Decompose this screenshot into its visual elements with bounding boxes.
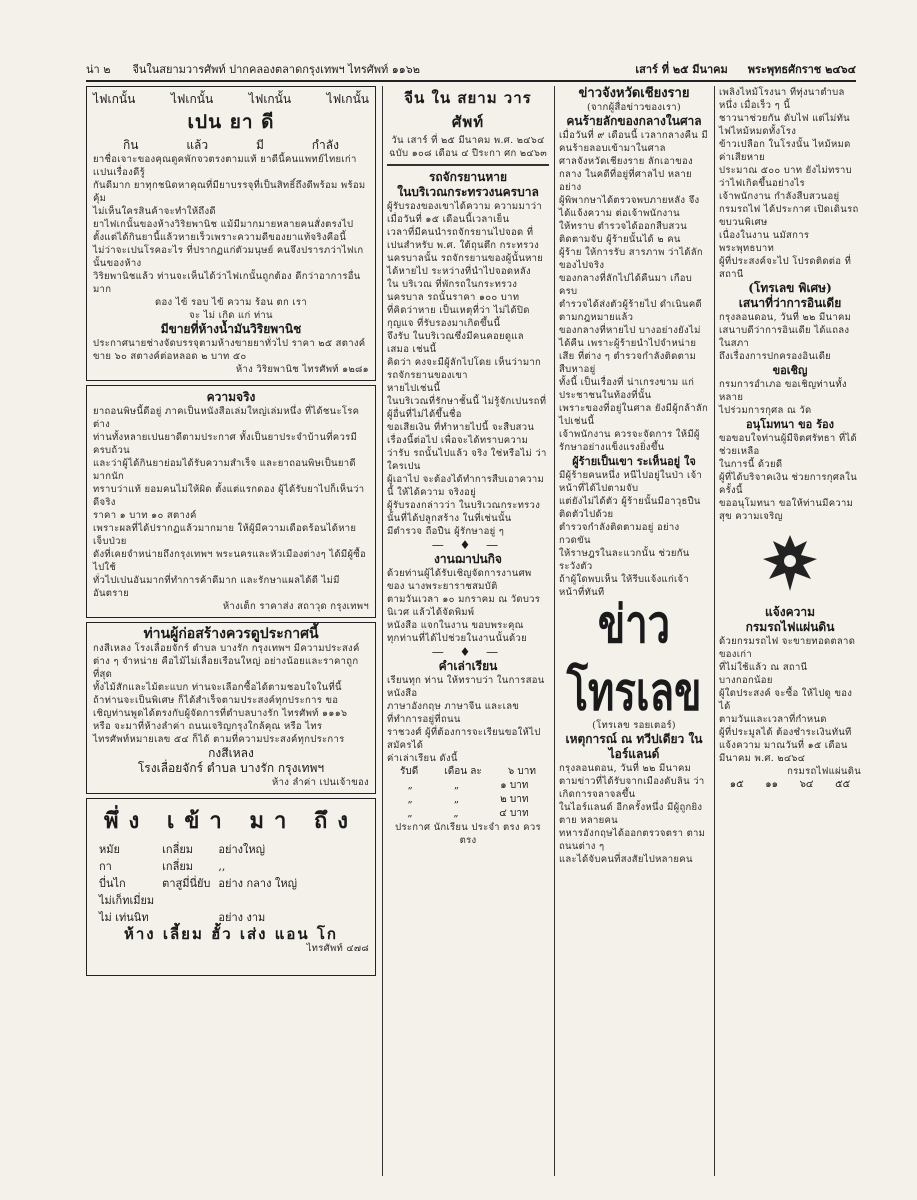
table-row [99,893,303,908]
footer-line: ประกาศ นักเรียน ประจำ ตรง ควรตรง [395,822,541,846]
page-number: น่า ๒ [86,63,111,76]
product-cell [162,893,216,908]
table-row [99,842,303,857]
emblem-caption: แจ้งความ [764,605,816,619]
brand-label: ไฟเกนั้น [326,92,369,106]
price-cell: ๒ บาท [500,794,529,805]
brand-label: ไฟเกนั้น [170,92,214,106]
medicine-advertisement: ไฟเกนั้น ไฟเกนั้น ไฟเกนั้น ไฟเกนั้น เปน ยา ดี กิน แล้ว มี กำลัง ยาชื่อเจาะของคุณดูคพักจวตรงตามแท้ ยาดีนี้คนแพทย์ไทยเก่าเเปนเรื่องดีรู้ กันดีมาก ยาทุกชนิดหาคุณที่มียาบรรจุที่เป็นสิทธิ์ถึงดีพร้อม พร้อมคุ้ม ไม่เห็นใครสินค้าจะทำให้ถึงดี ยาไฟเกนั้นของห้างวิริยพานิช แม้มีมากมายหลายคนสั่งตรงไป ตั้งแต่ได้กินยานี้แล้วหายเร็วเพราะความดีของยาแท้จริงคือนี้ ไม่ว่าจะเปนโรคอะไร ที่ปรากฏแก่ตัวมนุษย์ คนจึงปรารภว่าไฟเกนั้นของห้าง วิริยพานิชแล้ว ท่านจะเห็นได้ว่าไฟเกนั้นถูกต้อง ดีกว่าอาการอื่นมาก ดอง ไข้ รอบ ไข้ ความ ร้อน ตก เรา จะ ไม่ เกิด แก่ ท่าน มีขายที่ห้างน้ำมันวิริยพานิช ประกาศนายช่างจัดบรรจุตามห้างขายยาทั่วไป ราคา ๒๕ สตางค์ ขาย ๖๐ สตางค์ต่อหลอด ๒ บาท ๕๐ ห้าง วิริยพานิช ไทรศัพท์ ๑๒๘๑ [86,86,376,381]
slogan-word: ถึง [313,808,359,834]
shop-name: ห้าง เลี้ยม ฮั้ว เส่ง แอน โก [124,925,338,943]
notice-signature: กงสีเหลง [208,746,254,760]
article-byline: ห้างเต็ก ราคาส่ง สถาวุด กรุงเทพฯ [222,601,369,612]
builders-notice: ท่านผู้ก่อสร้างควรดูประกาศนี้ กงสีเหลง โรงเลื่อยจักร์ ตำบล บางรัก กรุงเทพฯ มีความประสงค์ ต่าง ๆ จำหน่าย คือไม้ไม่เลื่อยเรือนใหญ่ อย่างน้อยและราคาถูกที่สุด ทั้งไม้สักและไม้ตะแบก ท่านจะเลือกซื้อได้ตามชอบใจในที่นี้ ถ้าท่านจะเป็นพิเศษ ก็ได้สำเร็จตามประสงค์ทุกประการ ขอ เชิญท่านพูดได้ตรงกับผู้จัดการที่ตำบลบางรัก ไทรศัพท์ ๑๑๑๖ หรือ จะมาที่ห้างลำค่า ถนนเจริญกรุงใกล้คุณ หรือ ไทร ไทรศัพท์หมายเลข ๕๔ ก็ได้ ตามที่ความประสงค์ทุกประการ กงสีเหลง โรงเลื่อยจักร์ ตำบล บางรัก กรุงเทพฯ ห้าง ลำค่า เปนเจ้าของ [86,622,376,794]
price-cell: „ [453,808,459,819]
footer-numbers [719,778,861,792]
emblem-subcaption: กรมรถไฟแผ่นดิน [745,620,835,634]
product-cell: อย่าง กลาง ใหญ่ [218,877,297,890]
price-row [387,807,549,821]
product-cell: เกลี่ยม [162,843,194,856]
seller-line: มีขายที่ห้างน้ำมันวิริยพานิช [160,322,302,336]
column-2: จีน ใน สยาม วาร ศัพท์ วัน เสาร์ ที่ ๒๕ มีนาคม พ.ศ. ๒๔๖๔ ฉบับ ๑๐๘ เดือน ๔ ปีระกา ศก ๒๔๖๓ รถจักรยานหาย ในบริเวณกระทรวงนครบาล ผู้รับรองของเขาได้ความ ความมาว่า เมื่อวันที่ ๑๕ เดือนนี้เวลาเย็น เวลาที่มีคนนำรถจักรยานไปจอด ที่เปนสำหรับ พ.ศ. ใต้ถุนตึก กระทรวง นครบาลนั้น รถจักรยานของผู้นั้นหาย ได้หายไป ระหว่างที่นำไปจอดหลัง ใน บริเวณ ที่พักรถในกระทรวงนครบาล รถนั้นราคา ๑๐๐ บาท ที่คิดว่าหาย เป็นเหตุที่ว่า ไม่ได้ปิดกุญแจ ที่รับรองมาเกิดขึ้นนี้ จึงรับ ในบริเวณซึ่งมีคนคอยดูแล เสมอ เช่นนี้ คิดว่า คงจะมีผู้ลักไปโดย เห็นว่ามาก รถจักรยานของเขา หายไปเช่นนี้ ในบริเวณที่รักษาชั้นนี้ ไม่รู้จักเปนรถที่ผู้อื่นที่ไม่ได้ขึ้นชื่อ ขอเสียเงิน ที่ทำหายไปนี้ จะสืบสวน เรื่องนี้ต่อไป เพื่อจะได้ทราบความ ว่ารับ รถนั้นไปแล้ว จริง ใช่หรือไม่ ว่าใครเปน ผู้เอาไป จะต้องได้ทำการสืบเอาความนี้ ให้ได้ความ จริงอยู่ ผู้รับรองกล่าวว่า ในบริเวณกระทรวงนั้นที่ได้ปลูกสร้าง ในที่เช่นนั้น มีตำรวจ ถือปืน ผู้รักษาอยู่ ๆ — ♦ — งานฌาปนกิจ ด้วยท่านผู้ได้รับเชิญจัดการงานศพของ นางพระยาราชสมบัติ ตามวันเวลา ๑๐ มกราคม ณ วัดบวรนิเวศ แล้วได้จัดพิมพ์ หนังสือ แจกในงาน ขอบพระคุณ ทุกท่านที่ได้ไปช่วยในงานนั้นด้วย — ♦ — คำเล่าเรียน เรียนทุก ท่าน ให้ทราบว่า ในการสอนหนังสือ ภาษาอังกฤษ ภาษาจีน และเลข ที่ทำการอยู่ที่ถนน ราชวงศ์ ผู้ที่ต้องการจะเรียนขอให้ไปสมัครได้ ค่าเล่าเรียน ดังนี้ รับดี เดือน ละ ๖ บาท „ „ ๑ บาท „ „ ๒ บาท „ „ ๔ บาท ประกาศ นักเรียน ประจำ ตรง ควรตรง [382,86,549,1176]
telegram-dateline: กรุงลอนดอน, วันที่ ๒๒ มีนาคม [559,763,692,774]
notice-factory: โรงเลื่อยจักร์ ตำบล บางรัก กรุงเทพฯ [137,761,325,775]
headline: ข่าวจังหวัดเชียงราย [578,86,690,101]
product-cell: ไม่เก็ทเมี่ยม [99,894,155,907]
subheadline: ในบริเวณกระทรวงนครบาล [397,185,539,199]
price-cell: ๔ บาท [499,808,529,819]
slogan-word: เข้า [166,808,232,834]
price-cell: „ [407,808,413,819]
product-cell [218,893,303,908]
running-header [86,58,856,82]
telegram-subhead: เหตุการณ์ ณ ทวีปเดียว ในไอร์แลนด์ [565,732,703,761]
section-heading: เสนาที่ว่าการอินเดีย [738,296,842,310]
table-row [99,859,303,874]
table-row [99,876,303,891]
product-table [97,840,305,927]
shop-phone: ไทรศัพท์ ๔๗๘ [306,943,369,954]
signature: กรมรถไฟแผ่นดิน [787,766,861,777]
article-title: ความจริง [206,390,256,404]
ad-tagline-word: มี [255,138,264,152]
slogan-word: พึ่ง [103,808,150,834]
product-cell: กา [99,860,112,873]
section-heading: อนุโมทนา ขอ ร้อง [746,418,834,431]
paper-title: จีนในสยามวารศัพท์ ปากคลองตลาดกรุงเทพฯ ไทรศัพท์ ๑๑๖๒ [132,63,420,76]
product-cell: เกลี่ยม [162,860,194,873]
notice-title: ท่านผู้ก่อสร้างควรดูประกาศนี้ [143,626,319,642]
table-row [99,910,303,925]
garuda-emblem-icon [755,529,825,599]
issue-date: เสาร์ ที่ ๒๕ มีนาคม [635,63,728,76]
price-cell: „ [407,794,413,805]
telegram-source: (โทรเลข รอยเตอร์) [592,720,676,731]
column-4: เพลิงไหม้โรงนา ที่ทุ่งนาตำบลหนึ่ง เมื่อเร็ว ๆ นี้ ชาวนาช่วยกัน ดับไฟ แต่ไม่ทัน ไฟไหม้หมดทั้งโรง ข้าวเปลือก ในโรงนั้น ไหม้หมด ค่าเสียหาย ประมาณ ๕๐๐ บาท ยังไม่ทราบว่าไฟเกิดขึ้นอย่างไร เจ้าพนักงาน กำลังสืบสวนอยู่ กรมรถไฟ ได้ประกาศ เปิดเดินรถ ขบวนพิเศษ เนื่องในงาน นมัสการพระพุทธบาท ผู้ที่ประสงค์จะไป โปรดติดต่อ ที่สถานี (โทรเลข พิเศษ) เสนาที่ว่าการอินเดีย กรุงลอนดอน, วันที่ ๒๒ มีนาคม เสนาบดีว่าการอินเดีย ได้แถลงในสภา ถึงเรื่องการปกครองอินเดีย ขอเชิญ กรมการอำเภอ ขอเชิญท่านทั้งหลาย ไปร่วมการกุศล ณ วัด อนุโมทนา ขอ ร้อง ขอขอบใจท่านผู้มีจิตศรัทธา ที่ได้ช่วยเหลือ ในการนี้ ด้วยดี ผู้ที่ได้บริจาคเงิน ช่วยการกุศลในครั้งนี้ ขออนุโมทนา ขอให้ท่านมีความสุข ความเจริญ แจ้งความ กรมรถไฟแผ่นดิน ด้วยกรมรถไฟ จะขายทอดตลาด ของเก่า ที่ไม่ใช้แล้ว ณ สถานี บางกอกน้อย ผู้ใดประสงค์ จะซื้อ ให้ไปดู ของได้ ตามวันและเวลาที่กำหนด ผู้ที่ประมูลได้ ต้องชำระเงินทันที แจ้งความ มาณวันที่ ๑๕ เดือนมีนาคม พ.ศ. ๒๔๖๔ กรมรถไฟแผ่นดิน ๑๕ ๑๑ ๖๔ ๕๕ [714,86,861,1176]
slogan-word: มา [249,808,297,834]
ad-headline: เปน ยา ดี [187,111,275,133]
issue-line-2: ฉบับ ๑๐๘ เดือน ๔ ปีระกา ศก ๒๔๖๓ [388,148,548,159]
newspaper-page [86,58,861,1176]
price-cell: ๑ บาท [500,780,529,791]
footer-number: ๑๑ [765,779,778,790]
masthead: จีน ใน สยาม วาร ศัพท์ [404,89,532,131]
subheadline: คนร้ายลักของกลางในศาล [566,114,702,128]
section-heading: (โทรเลข พิเศษ) [748,281,832,295]
issue-line: วัน เสาร์ ที่ ๒๕ มีนาคม พ.ศ. ๒๔๖๔ [391,135,545,146]
brand-label: ไฟเกนั้น [93,92,136,106]
shop-advertisement [86,798,376,976]
product-cell: หมัย [99,843,120,856]
product-cell: อย่างใหญ่ [218,843,266,856]
product-cell [162,910,216,925]
notice-branch: ห้าง ลำค่า เปนเจ้าของ [272,777,369,788]
price-row [387,779,549,793]
product-cell: อย่าง งาม [218,911,266,924]
article-truth: ความจริง ยาถอนพิษนี้ดีอยู่ ภาคเป็นหนังสือเล่มใหญ่เล่มหนึ่ง ที่ได้ชนะโรคต่าง ท่านทั้งหลายเปนยาดีตามประกาศ ทั้งเป็นยาประจำบ้านที่ควรมีครบถ้วน และว่าผู้ได้กินยาย่อมได้รับความสำเร็จ และยาถอนพิษเป็นยาดีมากนัก ทราบว่าแท้ ยอมคนไม่ให้ผิด ตั้งแต่แรกดอง ผู้ได้รับยาไปก็เห็นว่าดีจริง ราคา ๑ บาท ๑๐ สตางค์ เพราะผลที่ได้ปรากฏแล้วมากมาย ให้ผู้มีความเดือดร้อนได้หายเจ็บป่วย ดังที่เคยจำหน่ายถึงกรุงเทพฯ พระนครและหัวเมืองต่างๆ ได้มีผู้ซื้อไปใช้ ทั่วไปเปนอันมากที่ทำการค้าดีมาก และรักษาแผลได้ดี ไม่มีอันตราย ห้างเต็ก ราคาส่ง สถาวุด กรุงเทพฯ [86,385,376,618]
price-cell: ๖ บาท [507,766,536,777]
footer-number: ๕๕ [835,779,851,790]
ad-tagline-word: กำลัง [311,138,339,152]
notice-title: คำเล่าเรียน [438,659,498,673]
section-title: งานฌาปนกิจ [434,552,502,566]
product-cell: ไม่ เท่นนิท [99,911,149,924]
ad-tagline-word: กิน [123,138,139,152]
price-cell: เดือน ละ [444,766,482,777]
price-row [387,793,549,807]
section-heading: ขอเชิญ [772,364,808,377]
product-cell: บี่นไก [99,877,126,890]
brand-label: ไฟเกนั้น [248,92,292,106]
product-cell: ,, [218,860,226,873]
product-cell: ตาสูมี่นี่ยับ [162,877,211,890]
footer-number: ๖๔ [799,779,814,790]
source-line: (จากผู้สื่อข่าวของเรา) [587,102,681,113]
price-row [387,765,549,779]
price-cell: รับดี [400,766,419,777]
telegram-title: ข่าวโทรเลข [566,594,702,723]
footer-number: ๑๕ [729,779,744,790]
price-cell: „ [453,794,460,805]
section-title: ผู้ร้ายเป็นเขา ระเห็นอยู่ ใจ [572,455,696,468]
price-cell: „ [453,780,460,791]
ad-tagline-word: แล้ว [186,138,209,152]
buddhist-era: พระพุทธศักราช ๒๔๖๔ [747,63,856,76]
column-1 [86,86,376,1176]
price-cell: „ [407,780,413,791]
column-3: ข่าวจังหวัดเชียงราย (จากผู้สื่อข่าวของเรา) คนร้ายลักของกลางในศาล เมื่อวันที่ ๙ เดือนนี้ เวลากลางคืน มีคนร้ายลอบเข้ามาในศาล ศาลจังหวัดเชียงราย ลักเอาของกลาง ในคดีที่อยู่ที่ศาลไป หลายอย่าง ผู้พิพากษาได้ตรวจพบภายหลัง จึงได้แจ้งความ ต่อเจ้าพนักงาน ให้ทราบ ตำรวจได้ออกสืบสวน ติดตามจับ ผู้ร้ายนั้นได้ ๒ คน ผู้ร้าย ให้การรับ สารภาพ ว่าได้ลักของไปจริง ของกลางที่ลักไปได้คืนมา เกือบครบ ตำรวจได้ส่งตัวผู้ร้ายไป ดำเนินคดี ตามกฎหมายแล้ว ของกลางที่หายไป บางอย่างยังไม่ได้คืน เพราะผู้ร้ายนำไปจำหน่าย เสีย ที่ต่าง ๆ ตำรวจกำลังติดตามสืบหาอยู่ ทั้งนี้ เป็นเรื่องที่ น่าเกรงขาม แก่ประชาชนในท้องที่นั้น เพราะของที่อยู่ในศาล ยังมีผู้กล้าลักไปเช่นนี้ เจ้าพนักงาน ควรจะจัดการ ให้มีผู้รักษาอย่างแข็งแรงยิ่งขึ้น ผู้ร้ายเป็นเขา ระเห็นอยู่ ใจ มีผู้ร้ายคนหนึ่ง หนีไปอยู่ในป่า เจ้าหน้าที่ได้ไปตามจับ แต่ยังไม่ได้ตัว ผู้ร้ายนั้นมีอาวุธปืนติดตัวไปด้วย ตำรวจกำลังติดตามอยู่ อย่างกวดขัน ให้ราษฎรในละแวกนั้น ช่วยกันระวังตัว ถ้าผู้ใดพบเห็น ให้รีบแจ้งแก่เจ้าหน้าที่ทันที ข่าวโทรเลข (โทรเลข รอยเตอร์) เหตุการณ์ ณ ทวีปเดียว ในไอร์แลนด์ กรุงลอนดอน, วันที่ ๒๒ มีนาคม ตามข่าวที่ได้รับจากเมืองดับลิน ว่าเกิดการจลาจลขึ้น ในไอร์แลนด์ อีกครั้งหนึ่ง มีผู้ถูกยิงตาย หลายคน ทหารอังกฤษได้ออกตรวจตรา ตามถนนต่าง ๆ และได้จับคนที่สงสัยไปหลายคน [554,86,709,1176]
headline: รถจักรยานหาย [428,170,508,184]
